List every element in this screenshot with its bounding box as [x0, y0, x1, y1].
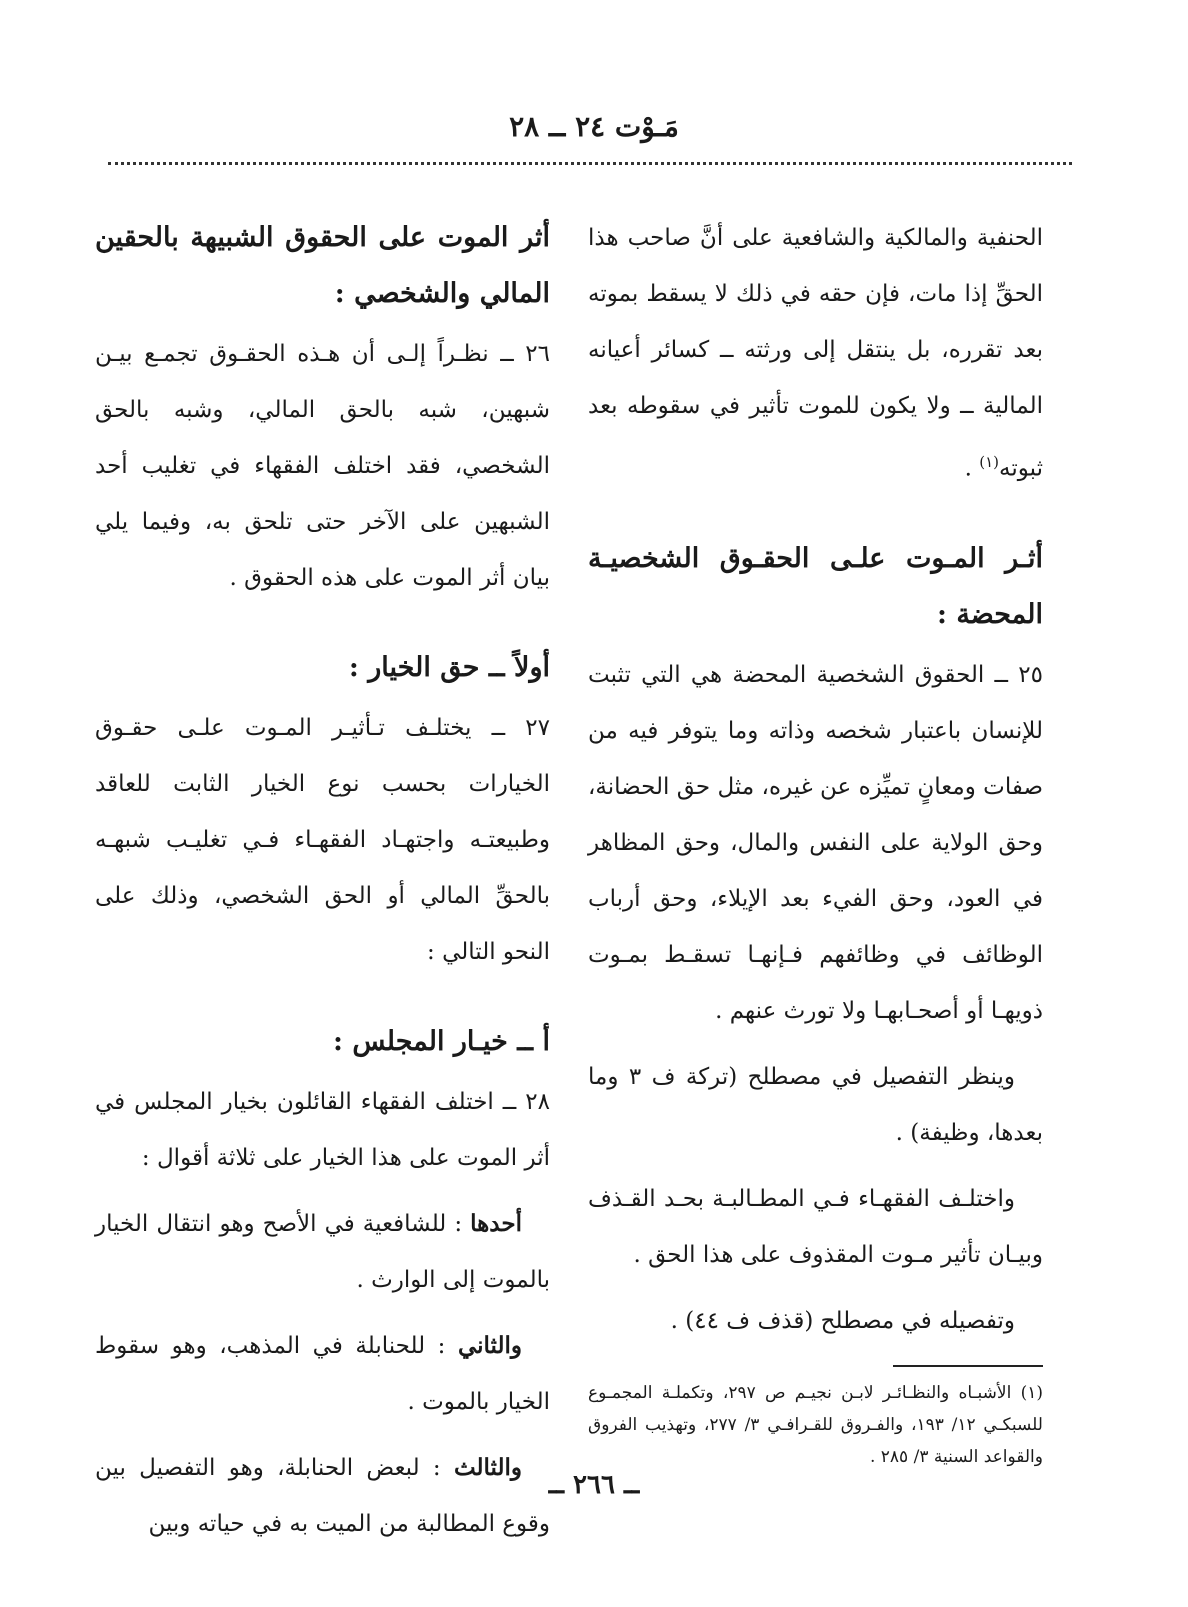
section-heading: أثـر المـوت علـى الحقـوق الشخصيـة المحضة :	[588, 542, 1043, 630]
paragraph: والثالث : لبعض الحنابلة، وهو التفصيل بين وقوع المطالبة من الميت به في حياته وبين	[95, 1454, 550, 1537]
section-heading: أثر الموت على الحقوق الشبيهة بالحقين المالي والشخصي :	[95, 222, 550, 309]
paragraph: ٢٨ ــ اختلف الفقهاء القائلون بخيار المجلس في أثر الموت على هذا الخيار على ثلاثة أقوال :	[95, 1089, 550, 1171]
section-heading: أ ــ خيـار المجلس :	[332, 1026, 550, 1057]
paragraph: ٢٥ ــ الحقوق الشخصية المحضة هي التي تثبت للإنسان باعتبار شخصه وذاته وما يتوفر فيه من صفات ومعانٍ تميِّزه عن غيره، مثل حق الحضانة، وحق الولاية على النفس والمال، وحق المظاهر في العود، وحق الفيء بعد الإيلاء، وحق أرباب الوظائف في وظائفهم فـإنهـا تسقـط بمـوت ذويهـا أو أصحـابهـا ولا تورث عنهم .	[588, 661, 1043, 1024]
page-number: ــ ٢٦٦ ــ	[548, 1470, 640, 1500]
paragraph: أحدها : للشافعية في الأصح وهو انتقال الخيار بالموت إلى الوارث .	[95, 1210, 550, 1293]
footnote-rule	[893, 1365, 1043, 1367]
paragraph: ٢٦ ــ نظـراً إلـى أن هـذه الحقـوق تجمـع بيـن شبهين، شبه بالحق المالي، وشبه بالحق الشخصي، فقد اختلف الفقهاء في تغليب أحد الشبهين على الآخر حتى تلحق به، وفيما يلي بيان أثر الموت على هذه الحقوق .	[95, 341, 550, 591]
header-dotted-rule	[108, 162, 1072, 165]
paragraph: وتفصيله في مصطلح (قذف ف ٤٤) .	[670, 1307, 1015, 1334]
paragraph: والثاني : للحنابلة في المذهب، وهو سقوط الخيار بالموت .	[95, 1332, 550, 1415]
paragraph-label: والثاني	[457, 1332, 522, 1359]
paragraph-label: والثالث	[453, 1454, 522, 1481]
footnote: (١) الأشبـاه والنظـائـر لابـن نجيـم ص ٢٩٧، وتكملـة المجمـوع للسبكـي ١٢/ ١٩٣، والفـروق للقـرافـي ٣/ ٢٧٧، وتهذيب الفروق والقواعد السنية ٣/ ٢٨٥ .	[588, 1382, 1043, 1467]
paragraph-label: أحدها	[470, 1210, 522, 1237]
footnote-ref: (١)	[979, 453, 1000, 471]
paragraph: الحنفية والمالكية والشافعية على أنَّ صاحب هذا الحقِّ إذا مات، فإن حقه في ذلك لا يسقط بموته بعد تقرره، بل ينتقل إلى ورثته ــ كسائر أعيانه المالية ــ ولا يكون للموت تأثير في سقوطه بعد ثبوته$^{(١)}$ .	[588, 225, 1043, 482]
left-column	[95, 210, 550, 1562]
paragraph: وينظر التفصيل في مصطلح (تركة ف ٣ وما بعدها، وظيفة) .	[588, 1063, 1043, 1146]
paragraph: واختلـف الفقهـاء فـي المطـالبـة بحـد القـذف وبيـان تأثير مـوت المقذوف على هذا الحق .	[588, 1185, 1043, 1268]
right-column	[588, 210, 1043, 1483]
paragraph: ٢٧ ــ يختلـف تـأثيـر المـوت علـى حقـوق الخيارات بحسب نوع الخيار الثابت للعاقد وطبيعتـه واجتهـاد الفقهـاء فـي تغليـب شبهـه بالحقِّ المالي أو الحق الشخصي، وذلك على النحو التالي :	[95, 715, 550, 965]
running-header-title: مَـوْت ٢٤ ــ ٢٨	[509, 110, 679, 143]
section-heading: أولاً ــ حق الخيار :	[348, 652, 550, 683]
